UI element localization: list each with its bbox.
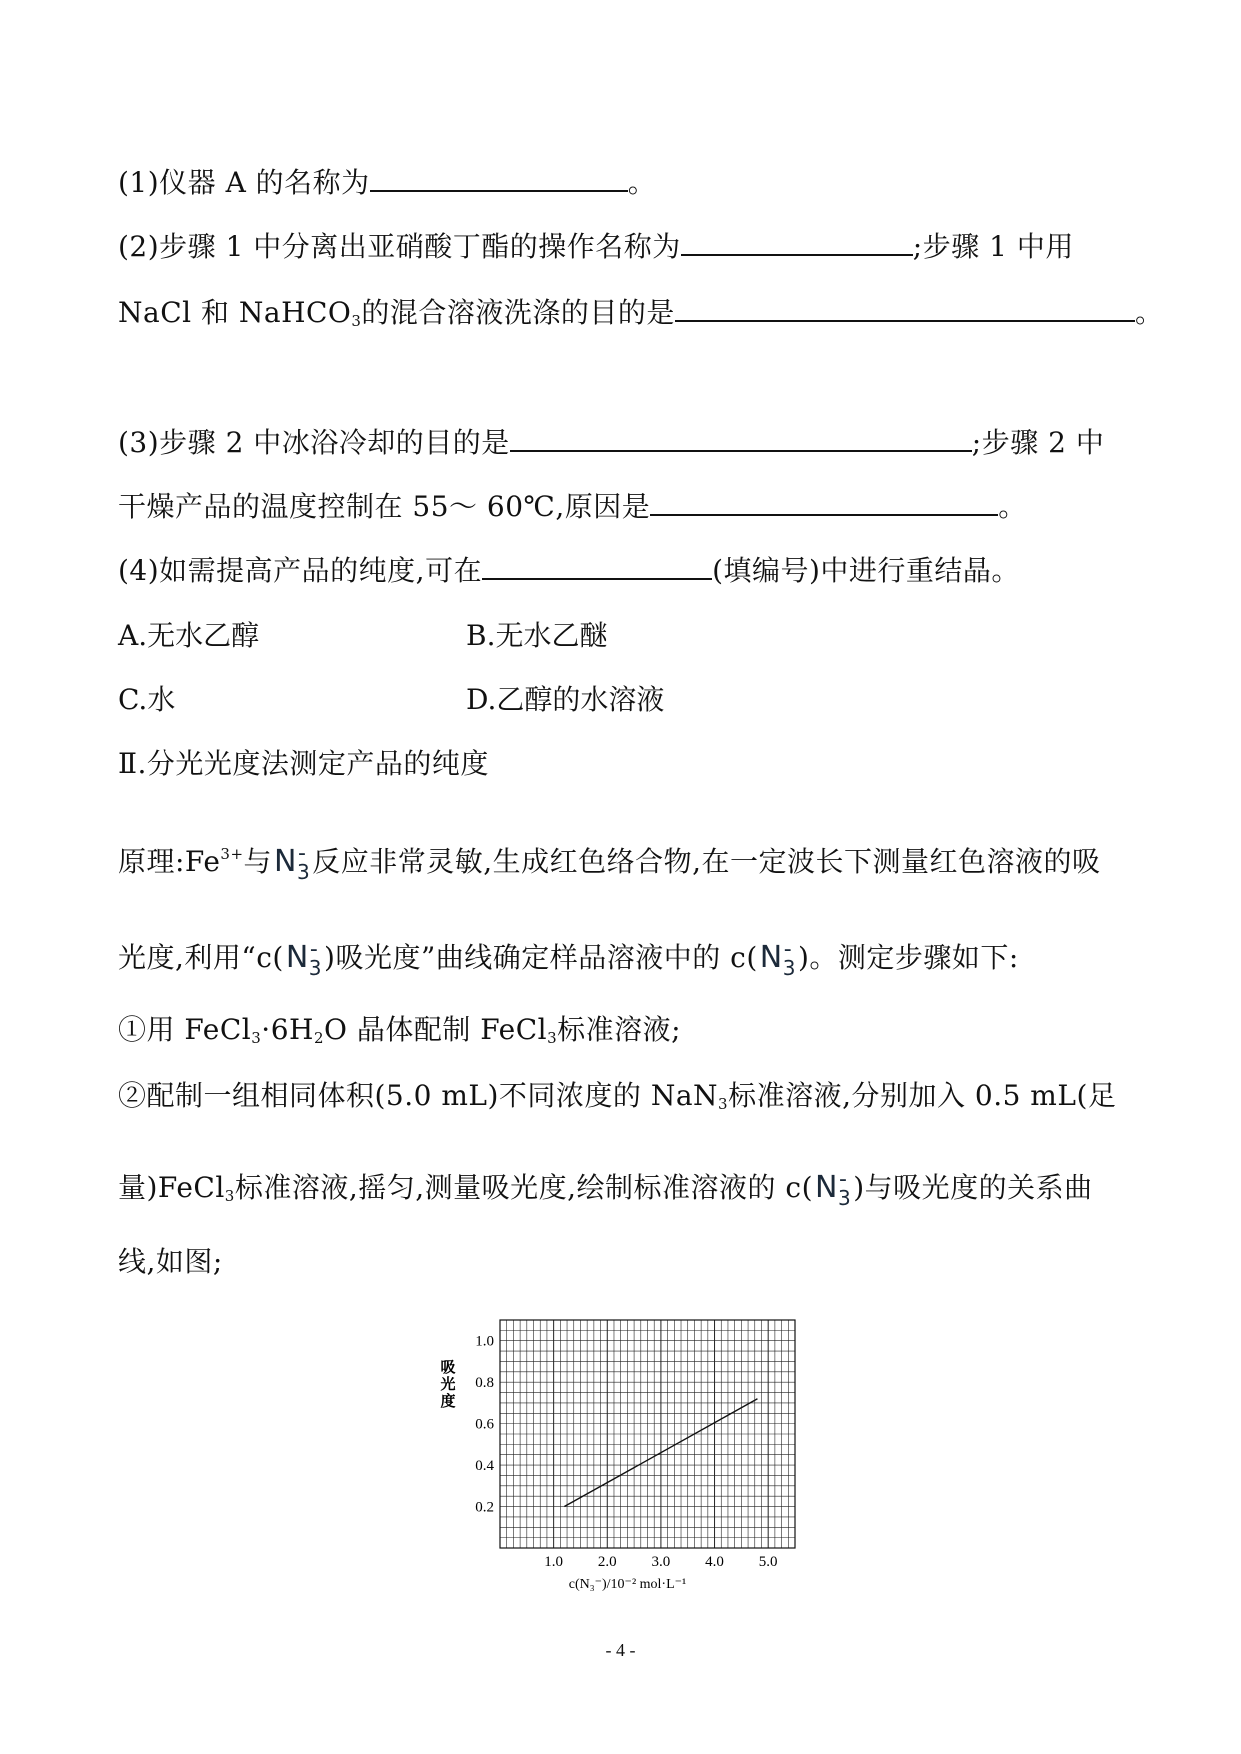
azide-ion-formula: N - $_3$	[285, 937, 323, 980]
answer-blank-2b[interactable]	[675, 294, 1135, 322]
answer-blank-3a[interactable]	[510, 424, 972, 452]
option-a: A.无水乙醇	[118, 619, 260, 652]
y-tick-label: 0.4	[475, 1458, 494, 1475]
question-2-line1: (2)步骤 1 中分离出亚硝酸丁酯的操作名称为 ;步骤 1 中用	[118, 230, 1074, 263]
answer-blank-1[interactable]	[370, 164, 628, 192]
y-tick-label: 0.2	[475, 1499, 494, 1516]
option-c: C.水	[118, 683, 176, 716]
step-2-line1: ②配制一组相同体积(5.0 mL)不同浓度的 NaN$_3$标准溶液,分别加入 0.5 mL(足	[118, 1079, 1117, 1113]
answer-blank-2a[interactable]	[681, 228, 913, 256]
question-1: (1)仪器 A 的名称为 。	[118, 166, 657, 199]
azide-ion-formula: N - $_3$	[815, 1167, 852, 1210]
x-tick-label: 2.0	[597, 1554, 617, 1570]
y-tick-label: 0.8	[475, 1375, 494, 1392]
y-axis-label: 光	[440, 1375, 456, 1393]
azide-ion-formula: N - $_3$	[759, 937, 796, 980]
question-2-line2: NaCl 和 NaHCO$_3$的混合溶液洗涤的目的是 。	[118, 296, 1164, 330]
x-tick-label: 4.0	[705, 1554, 724, 1570]
answer-blank-3b[interactable]	[650, 488, 998, 516]
question-3-line1: (3)步骤 2 中冰浴冷却的目的是 ;步骤 2 中	[118, 426, 1105, 459]
x-tick-label: 5.0	[758, 1554, 778, 1570]
answer-blank-4[interactable]	[482, 552, 712, 580]
step-2-line2: 量)FeCl$_3$标准溶液,摇匀,测量吸光度,绘制标准溶液的 c(N - $_3$)与吸光度的关系曲	[118, 1170, 1093, 1216]
principle-line2: 光度,利用“c(N - $_3$)吸光度”曲线确定样品溶液中的 c(N - $_3$)。测定步骤如下:	[118, 940, 1019, 986]
y-tick-label: 1.0	[475, 1333, 494, 1350]
question-3-line2: 干燥产品的温度控制在 55～ 60℃,原因是 。	[118, 490, 1027, 523]
question-4: (4)如需提高产品的纯度,可在 (填编号)中进行重结晶。	[118, 554, 1020, 587]
y-tick-label: 0.6	[475, 1416, 494, 1433]
page-number: - 4 -	[605, 1640, 636, 1660]
azide-ion-formula: N - $_3$	[274, 841, 311, 884]
absorbance-calibration-chart	[430, 1300, 810, 1600]
x-axis-label: c(N₃⁻)/10⁻² mol·L⁻¹	[568, 1577, 687, 1592]
option-b: B.无水乙醚	[466, 619, 608, 652]
step-2-line3: 线,如图;	[118, 1245, 223, 1278]
y-axis-label: 度	[440, 1392, 456, 1410]
principle-line1: 原理$:Fe^{3+}$与N - $_3$反应非常灵敏,生成红色络合物,在一定波长下测量红色溶液的吸	[118, 836, 1101, 890]
section-2-title: Ⅱ.分光光度法测定产品的纯度	[118, 747, 489, 780]
y-axis-label: 吸	[440, 1358, 456, 1376]
step-1: ①用 $FeCl_3\cdot 6H_2O$ 晶体配制 FeCl$_3$标准溶液;	[118, 1013, 682, 1047]
option-d: D.乙醇的水溶液	[466, 683, 665, 716]
x-tick-label: 3.0	[651, 1554, 671, 1570]
x-tick-label: 1.0	[544, 1554, 564, 1570]
